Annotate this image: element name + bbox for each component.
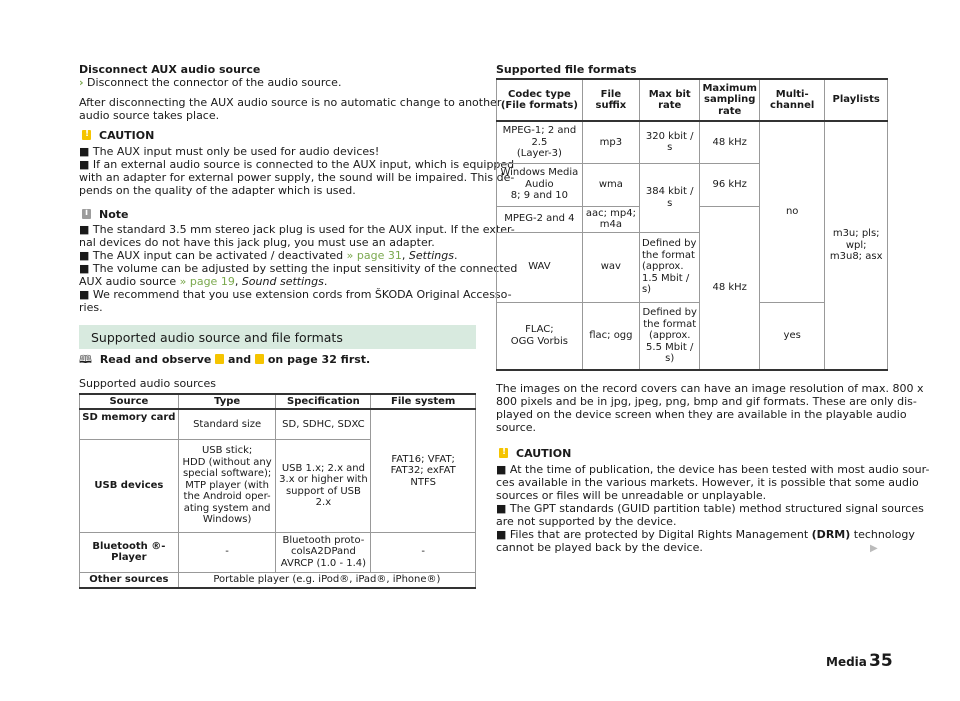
disconnect-paragraph-line-2: audio source takes place. <box>79 109 220 122</box>
table-cell: no <box>759 121 824 302</box>
footer-section: Media <box>826 655 867 669</box>
table-header: Multi- channel <box>759 79 824 121</box>
caution-icon <box>255 354 264 364</box>
table-cell: Portable player (e.g. iPod®, iPad®, iPhone®) <box>178 572 475 588</box>
table-cell: - <box>178 532 276 572</box>
after-paragraph-line: The images on the record covers can have an image resolution of max. 800 x <box>496 382 924 395</box>
table-cell: SD, SDHC, SDXC <box>276 409 371 439</box>
table-cell: USB devices <box>80 439 179 532</box>
note-title: Note <box>99 208 129 221</box>
table-cell: 48 kHz <box>700 121 760 163</box>
after-paragraph-line: played on the device screen when they are available in the playable audio <box>496 408 907 421</box>
table-cell: Windows Media Audio 8; 9 and 10 <box>497 163 583 206</box>
caution-line: ■ The AUX input must only be used for audio devices! <box>79 145 380 158</box>
table-cell: Standard size <box>178 409 276 439</box>
note-line: AUX audio source » page 19, Sound settings. <box>79 275 328 288</box>
caution-line: ■ At the time of publication, the device has been tested with most audio sour- <box>496 463 930 476</box>
table-cell: Other sources <box>80 572 179 588</box>
table-cell: flac; ogg <box>582 302 639 370</box>
table-cell: FAT16; VFAT; FAT32; exFAT NTFS <box>371 409 476 532</box>
table-header: Max bit rate <box>639 79 699 121</box>
section-header: Supported audio source and file formats <box>79 325 476 349</box>
caution-icon <box>215 354 224 364</box>
caution-icon: ! <box>499 448 508 458</box>
table-cell: FLAC; OGG Vorbis <box>497 302 583 370</box>
note-line: ■ The standard 3.5 mm stereo jack plug is used for the AUX input. If the exter- <box>79 223 515 236</box>
table-cell: SD memory card <box>80 409 179 439</box>
table-header: Type <box>178 394 276 409</box>
page-number: 35 <box>869 651 893 671</box>
note-line: nal devices do not have this jack plug, you must use an adapter. <box>79 236 435 249</box>
read-observe-line: 🕮 Read and observe and on page 32 first. <box>79 353 371 366</box>
table-cell: MPEG-1; 2 and 2.5 (Layer-3) <box>497 121 583 163</box>
table-cell: m3u; pls; wpl; m3u8; asx <box>825 121 888 370</box>
table-cell: Defined by the format (approx. 5.5 Mbit / s) <box>639 302 699 370</box>
table-cell: aac; mp4; m4a <box>582 206 639 232</box>
table-cell: WAV <box>497 232 583 302</box>
table-cell: MPEG-2 and 4 <box>497 206 583 232</box>
formats-table <box>496 78 888 371</box>
disconnect-paragraph-line-1: After disconnecting the AUX audio source is no automatic change to another <box>79 96 502 109</box>
caution-line: with an adapter for external power supply, the sound will be impaired. This de- <box>79 171 515 184</box>
caution-line: pends on the quality of the adapter which is used. <box>79 184 356 197</box>
caution-line: ces available in the various markets. However, it is possible that some audio <box>496 476 919 489</box>
table-cell: yes <box>759 302 824 370</box>
table-cell: Bluetooth proto- colsA2DPand AVRCP (1.0 - 1.4) <box>276 532 371 572</box>
table-header: File suffix <box>582 79 639 121</box>
book-icon: 🕮 <box>79 353 92 366</box>
page-link[interactable]: » page 31 <box>346 249 402 262</box>
table-header: Specification <box>276 394 371 409</box>
after-paragraph-line: source. <box>496 421 537 434</box>
table-header: Playlists <box>825 79 888 121</box>
table-cell: 48 kHz <box>700 206 760 370</box>
formats-heading: Supported file formats <box>496 63 637 76</box>
continue-arrow-icon: ▶ <box>870 543 878 554</box>
caution-line: ■ If an external audio source is connected to the AUX input, which is equipped <box>79 158 515 171</box>
table-cell: wma <box>582 163 639 206</box>
sources-table <box>79 393 476 589</box>
table-cell: USB stick; HDD (without any special software); MTP player (with the Android oper- ating system and Windows) <box>178 439 276 532</box>
table-cell: wav <box>582 232 639 302</box>
caution-line: are not supported by the device. <box>496 515 677 528</box>
note-icon: i <box>82 209 91 219</box>
table-cell: mp3 <box>582 121 639 163</box>
table-header: Source <box>80 394 179 409</box>
table-header: File system <box>371 394 476 409</box>
note-line: ries. <box>79 301 103 314</box>
caution-icon: ! <box>82 130 91 140</box>
table-cell: 96 kHz <box>700 163 760 206</box>
step-chevron-icon: › <box>79 76 84 89</box>
caution-line: cannot be played back by the device. <box>496 541 703 554</box>
table-header: Maximum sampling rate <box>700 79 760 121</box>
note-line: ■ The AUX input can be activated / deactivated » page 31, Settings. <box>79 249 458 262</box>
disconnect-step: › Disconnect the connector of the audio source. <box>79 76 342 89</box>
caution-line: sources or files will be unreadable or unplayable. <box>496 489 767 502</box>
table-cell: Bluetooth ®- Player <box>80 532 179 572</box>
note-line: ■ The volume can be adjusted by setting the input sensitivity of the connected <box>79 262 518 275</box>
table-cell: USB 1.x; 2.x and 3.x or higher with support of USB 2.x <box>276 439 371 532</box>
table-cell: - <box>371 532 476 572</box>
sources-heading: Supported audio sources <box>79 377 216 390</box>
caution-line: ■ Files that are protected by Digital Rights Management (DRM) technology <box>496 528 915 541</box>
caution-title: CAUTION <box>99 129 155 142</box>
caution-title: CAUTION <box>516 447 572 460</box>
table-cell: Defined by the format (approx. 1.5 Mbit / s) <box>639 232 699 302</box>
page-link[interactable]: » page 19 <box>179 275 235 288</box>
after-paragraph-line: 800 pixels and be in jpg, jpeg, png, bmp and gif formats. These are only dis- <box>496 395 917 408</box>
table-header: Codec type (File formats) <box>497 79 583 121</box>
table-cell: 320 kbit / s <box>639 121 699 163</box>
table-cell: 384 kbit / s <box>639 163 699 232</box>
caution-line: ■ The GPT standards (GUID partition table) method structured signal sources <box>496 502 924 515</box>
note-line: ■ We recommend that you use extension cords from ŠKODA Original Accesso- <box>79 288 512 301</box>
disconnect-title: Disconnect AUX audio source <box>79 63 261 76</box>
